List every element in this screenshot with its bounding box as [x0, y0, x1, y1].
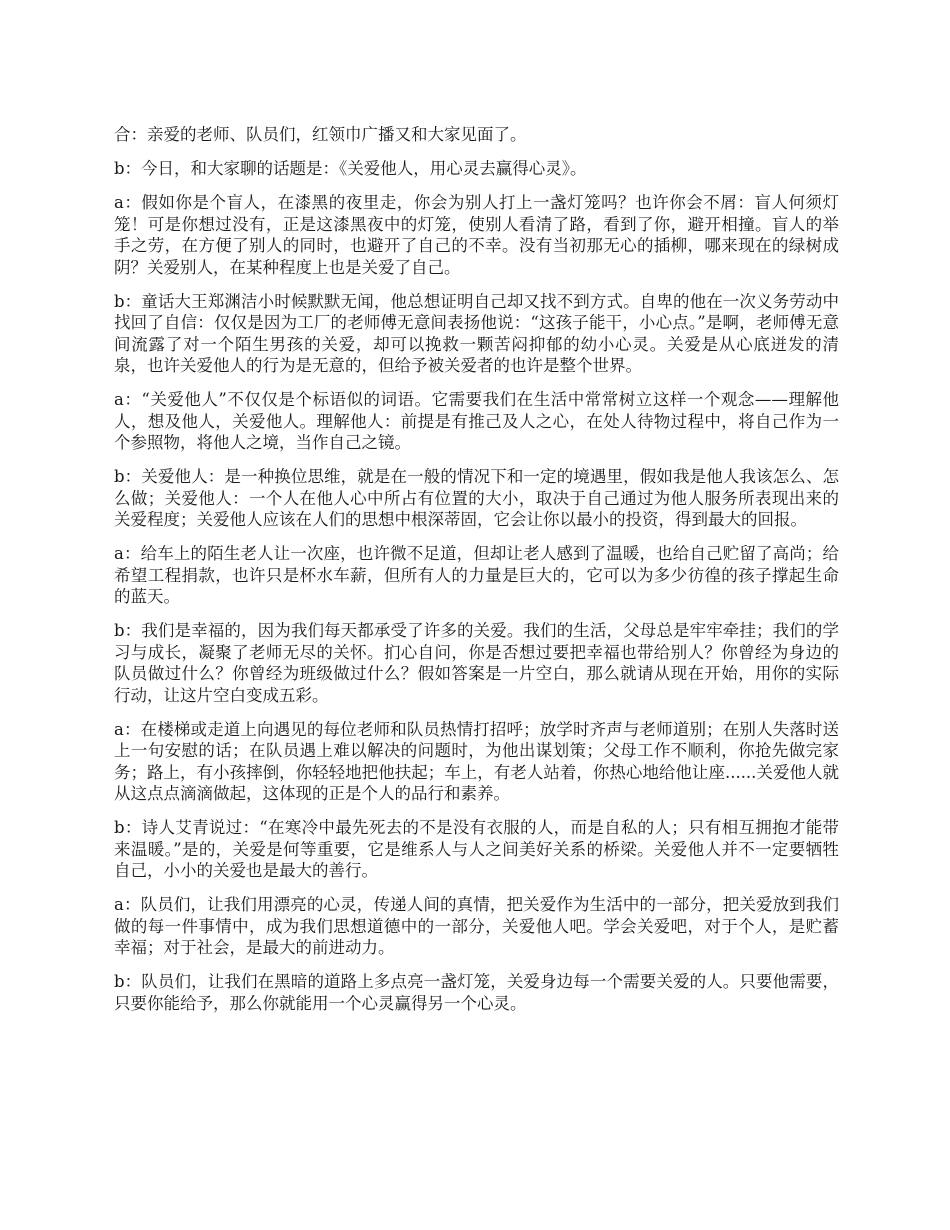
paragraph-closing: b：队员们，让我们在黑暗的道路上多点亮一盏灯笼，关爱身边每一个需要关爱的人。只要他需要，只要你能给予，那么你就能用一个心灵赢得另一个心灵。 — [114, 972, 839, 1013]
paragraph-topic: b：今日，和大家聊的话题是：《关爱他人，用心灵去赢得心灵》。 — [114, 159, 587, 178]
paragraph-empathy: b：关爱他人：是一种换位思维，就是在一般的情况下和一定的境遇里，假如我是他人我该怎么、怎么做；关爱他人：一个人在他人心中所占有位置的大小，取决于自己通过为他人服务所表现出来的关爱程度；关爱他人应该在人们的思想中根深蒂固，它会让你以最小的投资，得到最大的回报。 — [114, 467, 839, 529]
document-body — [114, 124, 839, 1027]
paragraph-daily-actions: a：在楼梯或走道上向遇见的每位老师和队员热情打招呼；放学时齐声与老师道别；在别人失落时送上一句安慰的话；在队员遇上难以解决的问题时，为他出谋划策；父母工作不顺利，你抢先做完家务；路上，有小孩摔倒，你轻轻地把他扶起；车上，有老人站着，你热心地给他让座......关爱他人就从这点点滴滴做起，这体现的正是个人的品行和素养。 — [114, 719, 839, 803]
paragraph-caring-concept: a：“关爱他人”不仅仅是个标语似的词语。它需要我们在生活中常常树立这样一个观念——理解他人，想及他人，关爱他人。理解他人：前提是有推己及人之心，在处人待物过程中，将自己作为一个参照物，将他人之境，当作自己之镜。 — [114, 390, 839, 452]
paragraph-giving-seat: a：给车上的陌生老人让一次座，也许微不足道，但却让老人感到了温暖，也给自己贮留了高尚；给希望工程捐款，也许只是杯水车薪，但所有人的力量是巨大的，它可以为多少彷徨的孩子撑起生命的蓝天。 — [114, 544, 839, 606]
paragraph-we-are-happy: b：我们是幸福的，因为我们每天都承受了许多的关爱。我们的生活，父母总是牢牢牵挂；我们的学习与成长，凝聚了老师无尽的关怀。扪心自问，你是否想过要把幸福也带给别人？你曾经为身边的队员做过什么？你曾经为班级做过什么？假如答案是一片空白，那么就请从现在开始，用你的实际行动，让这片空白变成五彩。 — [114, 621, 839, 705]
paragraph-beautiful-soul: a：队员们，让我们用漂亮的心灵，传递人间的真情，把关爱作为生活中的一部分，把关爱放到我们做的每一件事情中，成为我们思想道德中的一部分，关爱他人吧。学会关爱吧，对于个人，是贮蓄幸福；对于社会，是最大的前进动力。 — [114, 895, 839, 957]
paragraph-blind-lantern: a：假如你是个盲人，在漆黑的夜里走，你会为别人打上一盏灯笼吗？也许你会不屑：盲人何须灯笼！可是你想过没有，正是这漆黑夜中的灯笼，使别人看清了路，看到了你，避开相撞。盲人的举手之劳，在方便了别人的同时，也避开了自己的不幸。没有当初那无心的插柳，哪来现在的绿树成阴？关爱别人，在某种程度上也是关爱了自己。 — [114, 193, 839, 277]
paragraph-zheng-yuanjie: b：童话大王郑渊洁小时候默默无闻，他总想证明自己却又找不到方式。自卑的他在一次义务劳动中找回了自信：仅仅是因为工厂的老师傅无意间表扬他说：“这孩子能干，小心点。”是啊，老师傅无意间流露了对一个陌生男孩的关爱，却可以挽救一颗苦闷抑郁的幼小心灵。关爱是从心底迸发的清泉，也许关爱他人的行为是无意的，但给予被关爱者的也许是整个世界。 — [114, 291, 839, 375]
paragraph-opening: 合：亲爱的老师、队员们，红领巾广播又和大家见面了。 — [114, 125, 527, 144]
paragraph-ai-qing-quote: b：诗人艾青说过：“在寒冷中最先死去的不是没有衣服的人，而是自私的人；只有相互拥抱才能带来温暖。”是的，关爱是何等重要，它是维系人与人之间美好关系的桥梁。关爱他人并不一定要牺牲自己，小小的关爱也是最大的善行。 — [114, 818, 839, 880]
